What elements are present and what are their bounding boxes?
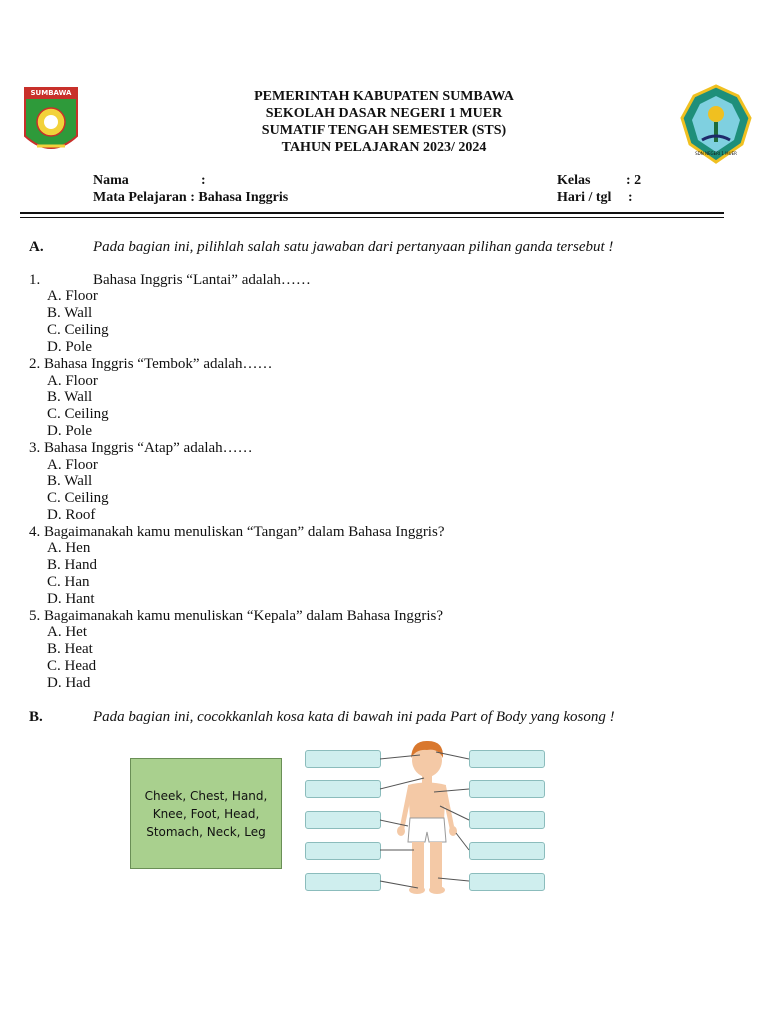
q1-number: 1. — [29, 272, 41, 288]
nama-label: Nama — [93, 173, 129, 188]
q3-option-c: C. Ceiling — [47, 490, 109, 506]
q4-option-d: D. Hant — [47, 591, 95, 607]
q3-text: 3. Bahasa Inggris “Atap” adalah…… — [29, 440, 253, 456]
kelas-label: Kelas — [557, 173, 591, 188]
header-line-4: TAHUN PELAJARAN 2023/ 2024 — [281, 140, 487, 155]
section-a-instruction: Pada bagian ini, pilihlah salah satu jawaban dari pertanyaan pilihan ganda tersebut ! — [93, 239, 614, 255]
word-bank-line-3: Stomach, Neck, Leg — [146, 824, 266, 839]
q2-option-d: D. Pole — [47, 423, 92, 439]
q3-option-d: D. Roof — [47, 507, 96, 523]
q2-option-a: A. Floor — [47, 373, 98, 389]
header-line-2: SEKOLAH DASAR NEGERI 1 MUER — [265, 106, 503, 121]
q5-option-b: B. Heat — [47, 641, 93, 657]
q2-text: 2. Bahasa Inggris “Tembok” adalah…… — [29, 356, 273, 372]
q1-text: Bahasa Inggris “Lantai” adalah…… — [93, 272, 311, 288]
q4-text: 4. Bagaimanakah kamu menuliskan “Tangan” dalam Bahasa Inggris? — [29, 524, 445, 540]
section-b-instruction: Pada bagian ini, cocokkanlah kosa kata di bawah ini pada Part of Body yang kosong ! — [93, 709, 615, 725]
q1-option-b: B. Wall — [47, 305, 93, 321]
q1-option-a: A. Floor — [47, 288, 98, 304]
q4-option-c: C. Han — [47, 574, 90, 590]
hari-label: Hari / tgl — [557, 190, 612, 205]
word-bank-line-1: Cheek, Chest, Hand, — [144, 788, 268, 803]
q5-option-d: D. Had — [47, 675, 91, 691]
word-bank-line-2: Knee, Foot, Head, — [152, 806, 260, 821]
q4-option-a: A. Hen — [47, 540, 91, 556]
kelas-value: : 2 — [626, 173, 642, 188]
header-line-3: SUMATIF TENGAH SEMESTER (STS) — [261, 123, 507, 138]
hari-value: : — [628, 190, 633, 205]
q4-option-b: B. Hand — [47, 557, 97, 573]
q2-option-b: B. Wall — [47, 389, 93, 405]
q5-option-c: C. Head — [47, 658, 97, 674]
q2-option-c: C. Ceiling — [47, 406, 109, 422]
mapel-label: Mata Pelajaran : Bahasa Inggris — [93, 190, 289, 205]
nama-colon: : — [201, 173, 206, 188]
q3-option-b: B. Wall — [47, 473, 93, 489]
sumbawa-logo-text: SUMBAWA — [30, 89, 72, 97]
q3-option-a: A. Floor — [47, 457, 98, 473]
q5-option-a: A. Het — [47, 624, 87, 640]
school-logo-text: SDN NEGERI 1 MUER — [695, 151, 737, 156]
header-line-1: PEMERINTAH KABUPATEN SUMBAWA — [254, 89, 514, 104]
section-a-letter: A. — [29, 239, 44, 255]
section-b-letter: B. — [29, 709, 43, 725]
q1-option-d: D. Pole — [47, 339, 92, 355]
q1-option-c: C. Ceiling — [47, 322, 109, 338]
q5-text: 5. Bagaimanakah kamu menuliskan “Kepala” dalam Bahasa Inggris? — [29, 608, 444, 624]
